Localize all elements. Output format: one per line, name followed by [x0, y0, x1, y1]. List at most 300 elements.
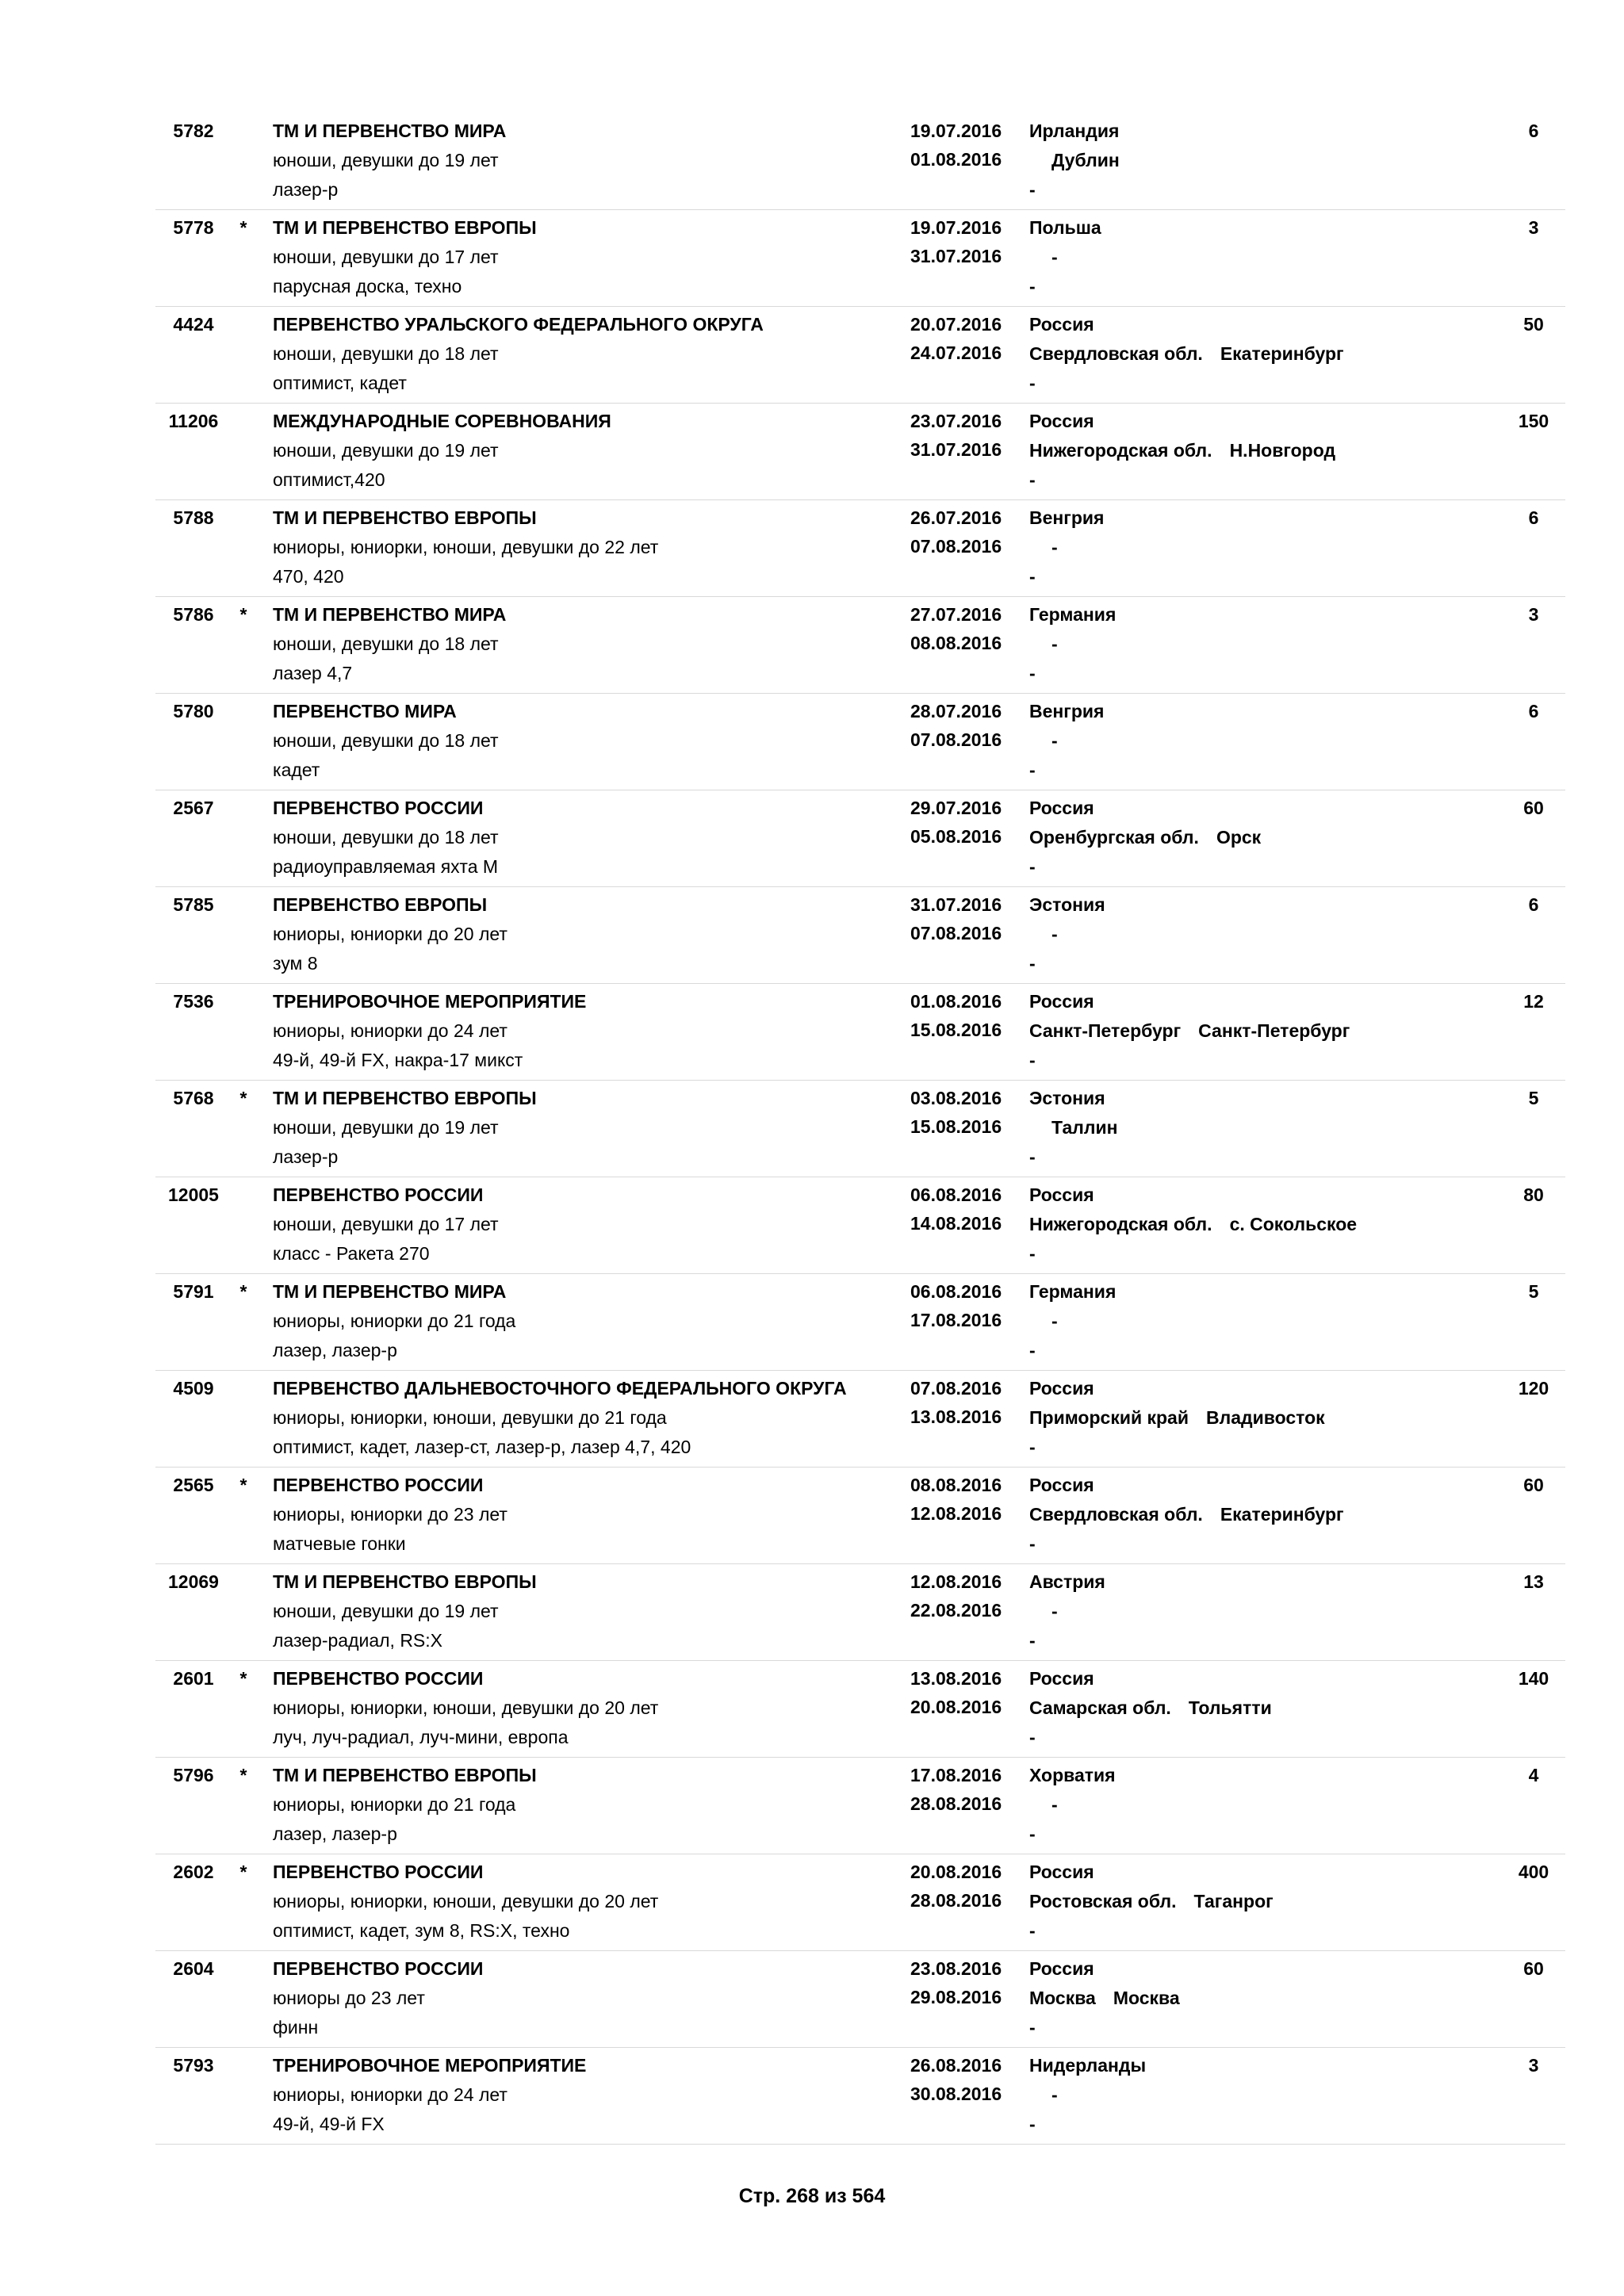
- event-ages: юноши, девушки до 19 лет: [273, 440, 499, 461]
- event-dates: [910, 697, 1002, 754]
- event-mark: *: [239, 604, 247, 625]
- event-number: 12005: [168, 1184, 219, 1205]
- event-end-date: 07.08.2016: [910, 536, 1002, 557]
- event-title: ПЕРВЕНСТВО ЕВРОПЫ: [273, 894, 488, 915]
- event-dates: [910, 1181, 1002, 1238]
- event-country: Россия: [1029, 1958, 1094, 1979]
- event-country: Германия: [1029, 1281, 1116, 1302]
- event-country: Россия: [1029, 798, 1094, 818]
- event-region: Приморский край: [1029, 1407, 1189, 1428]
- event-city: Орск: [1216, 827, 1262, 848]
- event-end-date: 15.08.2016: [910, 1116, 1002, 1137]
- event-region-city: [1029, 1210, 1357, 1239]
- event-end-date: 17.08.2016: [910, 1310, 1002, 1330]
- event-location: [1029, 2051, 1146, 2139]
- event-participant-count: 6: [1528, 894, 1539, 915]
- event-ages: юноши, девушки до 19 лет: [273, 150, 499, 170]
- event-participant-count: 3: [1528, 2055, 1539, 2076]
- event-mark: *: [239, 217, 247, 238]
- event-classes: оптимист, кадет: [273, 373, 407, 393]
- event-number: 5778: [173, 217, 214, 238]
- event-info: [273, 117, 506, 205]
- event-end-date: 30.08.2016: [910, 2084, 1002, 2104]
- event-location: [1029, 1664, 1272, 1752]
- event-location: [1029, 407, 1335, 495]
- event-dates: [910, 503, 1002, 561]
- event-start-date: 12.08.2016: [910, 1571, 1002, 1592]
- event-number: 12069: [168, 1571, 219, 1592]
- event-number: 4424: [173, 314, 214, 335]
- event-participant-count: 6: [1528, 121, 1539, 141]
- event-country: Эстония: [1029, 894, 1105, 915]
- event-location: [1029, 1761, 1116, 1849]
- event-city: Дублин: [1051, 150, 1120, 170]
- event-end-date: 08.08.2016: [910, 633, 1002, 653]
- event-ages: юниоры, юниорки до 23 лет: [273, 1504, 508, 1525]
- event-row: [155, 210, 1565, 307]
- event-number: 5782: [173, 121, 214, 141]
- event-country: Венгрия: [1029, 507, 1105, 528]
- event-title: ПЕРВЕНСТВО МИРА: [273, 701, 457, 721]
- event-dates: [910, 1858, 1002, 1915]
- event-end-date: 14.08.2016: [910, 1213, 1002, 1234]
- event-extra: -: [1029, 856, 1036, 877]
- event-dates: [910, 407, 1002, 464]
- event-info: [273, 1277, 515, 1365]
- event-end-date: 29.08.2016: [910, 1987, 1002, 2007]
- event-extra: -: [1029, 1920, 1036, 1941]
- event-extra: -: [1029, 1146, 1036, 1167]
- event-dates: [910, 1954, 1002, 2011]
- event-participant-count: 12: [1523, 991, 1544, 1012]
- event-extra: -: [1029, 1340, 1036, 1360]
- event-dates: [910, 1084, 1002, 1141]
- event-location: [1029, 697, 1104, 785]
- event-participant-count: 6: [1528, 701, 1539, 721]
- event-region-city: [1029, 436, 1335, 465]
- event-number: 2567: [173, 798, 214, 818]
- event-dates: [910, 1471, 1002, 1528]
- event-mark: *: [239, 1281, 247, 1302]
- event-city: -: [1051, 730, 1058, 751]
- event-dates: [910, 1277, 1002, 1334]
- event-info: [273, 890, 508, 978]
- event-mark: *: [239, 1475, 247, 1495]
- event-start-date: 20.08.2016: [910, 1862, 1002, 1882]
- event-location: [1029, 1858, 1274, 1946]
- event-city: -: [1051, 1311, 1058, 1331]
- event-ages: юноши, девушки до 19 лет: [273, 1117, 499, 1138]
- event-extra: -: [1029, 276, 1036, 297]
- event-ages: юниоры, юниорки до 24 лет: [273, 1020, 508, 1041]
- event-location: [1029, 890, 1105, 978]
- event-dates: [910, 890, 1002, 947]
- event-row: [155, 500, 1565, 597]
- event-city: Екатеринбург: [1220, 1504, 1344, 1525]
- event-participant-count: 4: [1528, 1765, 1539, 1785]
- event-number: 5786: [173, 604, 214, 625]
- event-extra: -: [1029, 1630, 1036, 1651]
- event-row: [155, 790, 1565, 887]
- event-row: [155, 984, 1565, 1081]
- event-extra: -: [1029, 1727, 1036, 1747]
- event-list: [155, 113, 1565, 2145]
- event-number: 5785: [173, 894, 214, 915]
- event-region-city: [1029, 1500, 1344, 1529]
- event-country: Нидерланды: [1029, 2055, 1147, 2076]
- event-participant-count: 3: [1528, 604, 1539, 625]
- event-end-date: 28.08.2016: [910, 1890, 1002, 1911]
- event-title: ТМ И ПЕРВЕНСТВО МИРА: [273, 604, 507, 625]
- event-ages: юноши, девушки до 18 лет: [273, 633, 499, 654]
- event-region: Оренбургская обл.: [1029, 827, 1199, 848]
- event-region-city: [1029, 1693, 1272, 1723]
- event-country: Россия: [1029, 1378, 1094, 1399]
- event-title: ПЕРВЕНСТВО ДАЛЬНЕВОСТОЧНОГО ФЕДЕРАЛЬНОГО ОКРУГА: [273, 1378, 847, 1399]
- event-city: Москва: [1113, 1988, 1180, 2008]
- event-city: -: [1051, 247, 1058, 267]
- event-start-date: 31.07.2016: [910, 894, 1002, 915]
- event-extra: -: [1029, 566, 1036, 587]
- event-dates: [910, 117, 1002, 174]
- event-title: ПЕРВЕНСТВО РОССИИ: [273, 1958, 484, 1979]
- event-country: Россия: [1029, 314, 1094, 335]
- event-row: [155, 113, 1565, 210]
- event-classes: матчевые гонки: [273, 1533, 406, 1554]
- event-region: Нижегородская обл.: [1029, 1214, 1212, 1234]
- event-participant-count: 13: [1523, 1571, 1544, 1592]
- event-end-date: 15.08.2016: [910, 1020, 1002, 1040]
- event-ages: юноши, девушки до 19 лет: [273, 1601, 499, 1621]
- event-mark: *: [239, 1088, 247, 1108]
- page-footer: Стр. 268 из 564: [738, 2185, 886, 2207]
- event-country: Россия: [1029, 1668, 1094, 1689]
- event-classes: радиоуправляемая яхта М: [273, 856, 499, 877]
- event-number: 5780: [173, 701, 214, 721]
- event-classes: кадет: [273, 760, 320, 780]
- event-dates: [910, 600, 1002, 657]
- event-region: Москва: [1029, 1988, 1096, 2008]
- event-participant-count: 140: [1518, 1668, 1549, 1689]
- event-classes: оптимист, кадет, зум 8, RS:X, техно: [273, 1920, 570, 1941]
- event-info: [273, 987, 586, 1075]
- event-number: 7536: [173, 991, 214, 1012]
- event-region: Свердловская обл.: [1029, 343, 1203, 364]
- event-extra: -: [1029, 1050, 1036, 1070]
- event-classes: лазер-р: [273, 179, 339, 200]
- event-number: 5793: [173, 2055, 214, 2076]
- event-country: Ирландия: [1029, 121, 1120, 141]
- event-location: [1029, 213, 1101, 301]
- event-end-date: 22.08.2016: [910, 1600, 1002, 1621]
- event-ages: юноши, девушки до 18 лет: [273, 343, 499, 364]
- event-city: Таганрог: [1193, 1891, 1274, 1911]
- event-country: Хорватия: [1029, 1765, 1116, 1785]
- event-city: -: [1051, 633, 1058, 654]
- event-location: [1029, 1181, 1357, 1269]
- event-title: ТРЕНИРОВОЧНОЕ МЕРОПРИЯТИЕ: [273, 991, 587, 1012]
- event-city: Санкт-Петербург: [1198, 1020, 1350, 1041]
- event-classes: 49-й, 49-й FX: [273, 2114, 385, 2134]
- event-info: [273, 1084, 537, 1172]
- event-row: [155, 1468, 1565, 1564]
- event-ages: юниоры до 23 лет: [273, 1988, 425, 2008]
- event-region-city: [1029, 1016, 1350, 1046]
- event-region-city: [1029, 823, 1261, 852]
- event-info: [273, 1181, 499, 1269]
- event-row: [155, 1564, 1565, 1661]
- event-extra: -: [1029, 760, 1036, 780]
- event-row: [155, 2048, 1565, 2145]
- event-participant-count: 6: [1528, 507, 1539, 528]
- event-classes: оптимист, кадет, лазер-ст, лазер-р, лазер 4,7, 420: [273, 1437, 691, 1457]
- event-number: 5791: [173, 1281, 214, 1302]
- event-start-date: 28.07.2016: [910, 701, 1002, 721]
- event-participant-count: 60: [1523, 1958, 1544, 1979]
- event-mark: *: [239, 1862, 247, 1882]
- event-info: [273, 213, 537, 301]
- event-title: ПЕРВЕНСТВО УРАЛЬСКОГО ФЕДЕРАЛЬНОГО ОКРУГА: [273, 314, 764, 335]
- event-location: [1029, 310, 1344, 398]
- event-row: [155, 404, 1565, 500]
- event-title: ПЕРВЕНСТВО РОССИИ: [273, 1475, 484, 1495]
- event-city: Тольятти: [1188, 1697, 1272, 1718]
- event-title: ПЕРВЕНСТВО РОССИИ: [273, 798, 484, 818]
- event-row: [155, 1274, 1565, 1371]
- event-country: Россия: [1029, 1862, 1094, 1882]
- event-row: [155, 1177, 1565, 1274]
- event-info: [273, 2051, 586, 2139]
- event-city: -: [1051, 1794, 1058, 1815]
- event-location: [1029, 1471, 1344, 1559]
- event-classes: 49-й, 49-й FX, накра-17 микст: [273, 1050, 523, 1070]
- event-title: ПЕРВЕНСТВО РОССИИ: [273, 1862, 484, 1882]
- event-location: [1029, 1567, 1105, 1655]
- event-number: 2565: [173, 1475, 214, 1495]
- event-number: 2602: [173, 1862, 214, 1882]
- event-region-city: [1029, 1887, 1274, 1916]
- event-city: -: [1051, 2084, 1058, 2105]
- event-start-date: 27.07.2016: [910, 604, 1002, 625]
- event-start-date: 23.08.2016: [910, 1958, 1002, 1979]
- event-participant-count: 150: [1518, 411, 1549, 431]
- event-participant-count: 60: [1523, 1475, 1544, 1495]
- event-classes: лазер, лазер-р: [273, 1823, 397, 1844]
- event-dates: [910, 2051, 1002, 2108]
- event-mark: *: [239, 1668, 247, 1689]
- event-title: ТРЕНИРОВОЧНОЕ МЕРОПРИЯТИЕ: [273, 2055, 587, 2076]
- event-region: Санкт-Петербург: [1029, 1020, 1182, 1041]
- event-ages: юниоры, юниорки до 21 года: [273, 1794, 516, 1815]
- event-start-date: 26.08.2016: [910, 2055, 1002, 2076]
- event-dates: [910, 1567, 1002, 1624]
- event-classes: луч, луч-радиал, луч-мини, европа: [273, 1727, 569, 1747]
- event-info: [273, 1761, 537, 1849]
- event-classes: финн: [273, 2017, 319, 2038]
- event-number: 2601: [173, 1668, 214, 1689]
- event-location: [1029, 600, 1116, 688]
- event-title: ТМ И ПЕРВЕНСТВО МИРА: [273, 121, 507, 141]
- event-country: Эстония: [1029, 1088, 1105, 1108]
- event-participant-count: 5: [1528, 1281, 1539, 1302]
- event-info: [273, 310, 764, 398]
- event-country: Австрия: [1029, 1571, 1105, 1592]
- event-start-date: 08.08.2016: [910, 1475, 1002, 1495]
- event-row: [155, 887, 1565, 984]
- event-ages: юниоры, юниорки, юноши, девушки до 20 лет: [273, 1697, 659, 1718]
- event-info: [273, 1954, 483, 2042]
- event-number: 2604: [173, 1958, 214, 1979]
- event-number: 5796: [173, 1765, 214, 1785]
- event-extra: -: [1029, 469, 1036, 490]
- event-participant-count: 3: [1528, 217, 1539, 238]
- event-classes: лазер-р: [273, 1146, 339, 1167]
- event-country: Германия: [1029, 604, 1116, 625]
- event-dates: [910, 1664, 1002, 1721]
- event-end-date: 24.07.2016: [910, 342, 1002, 363]
- event-city: -: [1051, 924, 1058, 944]
- event-start-date: 19.07.2016: [910, 217, 1002, 238]
- event-start-date: 23.07.2016: [910, 411, 1002, 431]
- event-end-date: 31.07.2016: [910, 439, 1002, 460]
- event-city: -: [1051, 1601, 1058, 1621]
- event-participant-count: 80: [1523, 1184, 1544, 1205]
- event-title: ТМ И ПЕРВЕНСТВО ЕВРОПЫ: [273, 1765, 537, 1785]
- event-row: [155, 307, 1565, 404]
- event-start-date: 03.08.2016: [910, 1088, 1002, 1108]
- event-extra: -: [1029, 663, 1036, 683]
- event-title: ТМ И ПЕРВЕНСТВО ЕВРОПЫ: [273, 507, 537, 528]
- event-extra: -: [1029, 373, 1036, 393]
- event-extra: -: [1029, 2017, 1036, 2038]
- event-city: с. Сокольское: [1229, 1214, 1358, 1234]
- event-ages: юниоры, юниорки, юноши, девушки до 20 лет: [273, 1891, 659, 1911]
- event-start-date: 29.07.2016: [910, 798, 1002, 818]
- event-participant-count: 60: [1523, 798, 1544, 818]
- event-end-date: 31.07.2016: [910, 246, 1002, 266]
- event-title: ТМ И ПЕРВЕНСТВО МИРА: [273, 1281, 507, 1302]
- event-end-date: 28.08.2016: [910, 1793, 1002, 1814]
- event-dates: [910, 1761, 1002, 1818]
- event-region: Ростовская обл.: [1029, 1891, 1177, 1911]
- event-info: [273, 1664, 658, 1752]
- event-start-date: 26.07.2016: [910, 507, 1002, 528]
- event-mark: *: [239, 1765, 247, 1785]
- event-country: Россия: [1029, 1475, 1094, 1495]
- event-extra: -: [1029, 179, 1036, 200]
- event-city: Владивосток: [1206, 1407, 1325, 1428]
- event-row: [155, 1758, 1565, 1854]
- event-country: Россия: [1029, 411, 1094, 431]
- event-city: Екатеринбург: [1220, 343, 1344, 364]
- event-number: 5788: [173, 507, 214, 528]
- event-dates: [910, 213, 1002, 270]
- event-country: Польша: [1029, 217, 1101, 238]
- event-country: Россия: [1029, 1184, 1094, 1205]
- event-dates: [910, 310, 1002, 367]
- event-info: [273, 600, 506, 688]
- event-number: 5768: [173, 1088, 214, 1108]
- event-classes: зум 8: [273, 953, 318, 974]
- event-region: Свердловская обл.: [1029, 1504, 1203, 1525]
- event-dates: [910, 987, 1002, 1044]
- event-region-city: [1029, 339, 1344, 369]
- event-country: Россия: [1029, 991, 1094, 1012]
- event-info: [273, 1858, 658, 1946]
- event-title: ПЕРВЕНСТВО РОССИИ: [273, 1668, 484, 1689]
- event-extra: -: [1029, 953, 1036, 974]
- event-city: Н.Новгород: [1229, 440, 1336, 461]
- event-title: ТМ И ПЕРВЕНСТВО ЕВРОПЫ: [273, 217, 537, 238]
- event-end-date: 20.08.2016: [910, 1697, 1002, 1717]
- event-ages: юниоры, юниорки, юноши, девушки до 21 года: [273, 1407, 667, 1428]
- event-ages: юниоры, юниорки до 20 лет: [273, 924, 508, 944]
- event-location: [1029, 1084, 1118, 1172]
- event-info: [273, 503, 658, 591]
- event-row: [155, 597, 1565, 694]
- event-end-date: 12.08.2016: [910, 1503, 1002, 1524]
- event-row: [155, 1661, 1565, 1758]
- event-info: [273, 407, 611, 495]
- event-dates: [910, 1374, 1002, 1431]
- event-row: [155, 1951, 1565, 2048]
- event-city: Таллин: [1051, 1117, 1118, 1138]
- event-classes: класс - Ракета 270: [273, 1243, 430, 1264]
- event-location: [1029, 987, 1350, 1075]
- event-row: [155, 1371, 1565, 1468]
- event-extra: -: [1029, 2114, 1036, 2134]
- event-location: [1029, 1277, 1116, 1365]
- event-ages: юниоры, юниорки, юноши, девушки до 22 лет: [273, 537, 659, 557]
- event-title: ТМ И ПЕРВЕНСТВО ЕВРОПЫ: [273, 1088, 537, 1108]
- event-info: [273, 1374, 847, 1462]
- event-ages: юноши, девушки до 17 лет: [273, 1214, 499, 1234]
- event-extra: -: [1029, 1243, 1036, 1264]
- event-ages: юниоры, юниорки до 24 лет: [273, 2084, 508, 2105]
- event-start-date: 20.07.2016: [910, 314, 1002, 335]
- event-title: ПЕРВЕНСТВО РОССИИ: [273, 1184, 484, 1205]
- event-extra: -: [1029, 1823, 1036, 1844]
- event-ages: юноши, девушки до 18 лет: [273, 730, 499, 751]
- event-extra: -: [1029, 1533, 1036, 1554]
- event-end-date: 05.08.2016: [910, 826, 1002, 847]
- event-end-date: 07.08.2016: [910, 923, 1002, 943]
- event-classes: лазер-радиал, RS:X: [273, 1630, 443, 1651]
- event-city: -: [1051, 537, 1058, 557]
- event-extra: -: [1029, 1437, 1036, 1457]
- event-start-date: 06.08.2016: [910, 1281, 1002, 1302]
- event-start-date: 17.08.2016: [910, 1765, 1002, 1785]
- event-row: [155, 694, 1565, 790]
- event-classes: лазер, лазер-р: [273, 1340, 397, 1360]
- event-participant-count: 50: [1523, 314, 1544, 335]
- event-region: Самарская обл.: [1029, 1697, 1171, 1718]
- event-row: [155, 1854, 1565, 1951]
- event-title: МЕЖДУНАРОДНЫЕ СОРЕВНОВАНИЯ: [273, 411, 611, 431]
- event-row: [155, 1081, 1565, 1177]
- event-region: Нижегородская обл.: [1029, 440, 1212, 461]
- event-classes: лазер 4,7: [273, 663, 353, 683]
- event-dates: [910, 794, 1002, 851]
- event-info: [273, 1567, 537, 1655]
- event-end-date: 13.08.2016: [910, 1406, 1002, 1427]
- event-title: ТМ И ПЕРВЕНСТВО ЕВРОПЫ: [273, 1571, 537, 1592]
- event-location: [1029, 117, 1120, 205]
- event-classes: парусная доска, техно: [273, 276, 462, 297]
- event-ages: юноши, девушки до 18 лет: [273, 827, 499, 848]
- event-start-date: 07.08.2016: [910, 1378, 1002, 1399]
- event-ages: юноши, девушки до 17 лет: [273, 247, 499, 267]
